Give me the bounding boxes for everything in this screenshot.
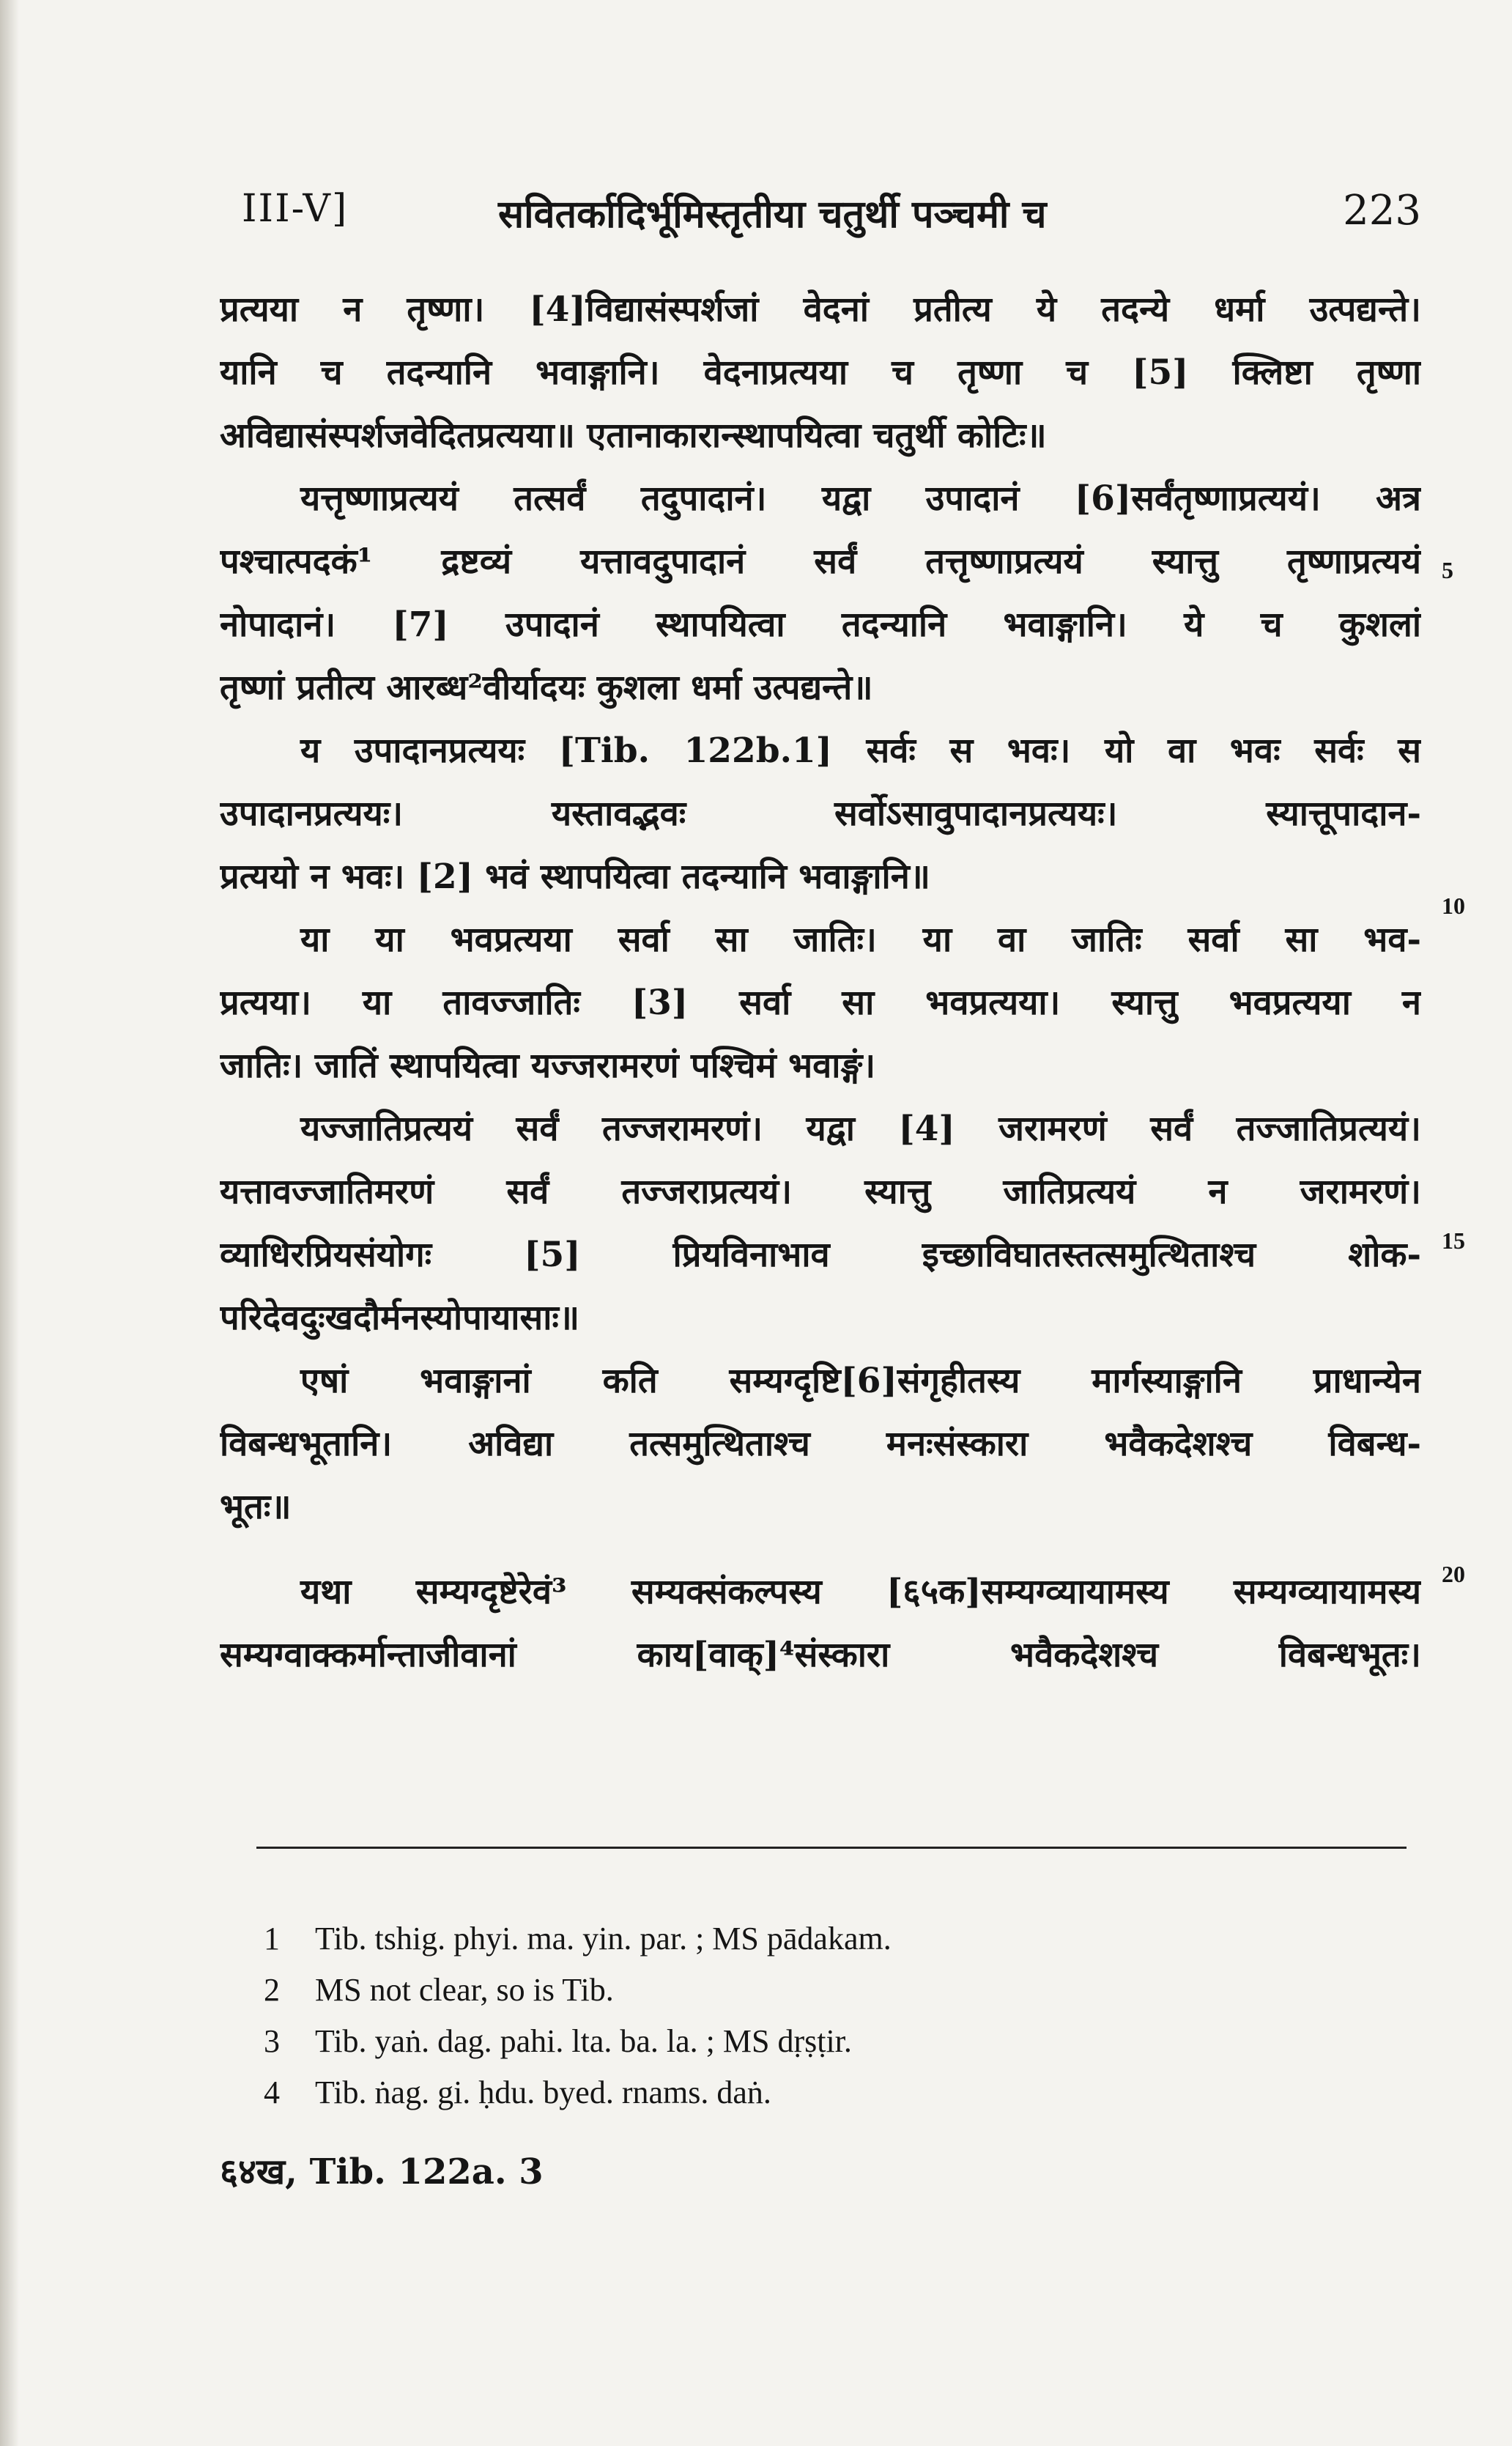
- footnote-text: Tib. yaṅ. dag. pahi. lta. ba. la. ; MS dṛṣṭir.: [315, 2023, 852, 2059]
- footnote-number: 2: [264, 1972, 280, 2008]
- text-line: या या भवप्रत्यया सर्वा सा जातिः। या वा जातिः सर्वा सा भव-: [300, 920, 1421, 960]
- footnote-number: 3: [264, 2023, 280, 2059]
- text-line: परिदेवदुःखदौर्मनस्योपायासाः॥: [220, 1298, 580, 1338]
- line-number: 10: [1442, 893, 1465, 919]
- text-line: जातिः। जातिं स्थापयित्वा यज्जरामरणं पश्चिमं भवाङ्गं।: [220, 1046, 876, 1086]
- line-number: 15: [1442, 1227, 1465, 1254]
- text-line: तृष्णां प्रतीत्य आरब्ध²वीर्यादयः कुशला धर्मा उत्पद्यन्ते॥: [220, 668, 873, 708]
- text-line: यज्जातिप्रत्ययं सर्वं तज्जरामरणं। यद्वा [4] जरामरणं सर्वं तज्जातिप्रत्ययं।: [300, 1109, 1421, 1149]
- footnote-divider: [256, 1847, 1407, 1849]
- text-line: भूतः॥: [220, 1487, 292, 1527]
- text-line: य उपादानप्रत्ययः [Tib. 122b.1] सर्वः स भवः। यो वा भवः सर्वः स: [300, 731, 1421, 771]
- section-range: III-V]: [242, 187, 349, 231]
- text-line: प्रत्ययो न भवः। [2] भवं स्थापयित्वा तदन्यानि भवाङ्गानि॥: [220, 857, 930, 897]
- text-line: व्याधिरप्रियसंयोगः [5] प्रियविनाभाव इच्छाविघातस्तत्समुत्थिताश्च शोक-: [220, 1235, 1421, 1275]
- text-line: यत्तृष्णाप्रत्ययं तत्सर्वं तदुपादानं। यद्वा उपादानं [6]सर्वंतृष्णाप्रत्ययं। अत्र: [300, 479, 1421, 519]
- text-line: प्रत्यया न तृष्णा। [4]विद्यासंस्पर्शजां वेदनां प्रतीत्य ये तदन्ये धर्मा उत्पद्यन्ते।: [220, 289, 1421, 330]
- footnote: [264, 2022, 852, 2060]
- text-line: पश्चात्पदकं¹ द्रष्टव्यं यत्तावदुपादानं सर्वं तत्तृष्णाप्रत्ययं स्यात्तु तृष्णाप्रत्ययं: [220, 542, 1421, 582]
- chapter-title: सवितर्कादिर्भूमिस्तृतीया चतुर्थी पञ्चमी च: [498, 192, 1047, 237]
- line-number: 20: [1442, 1561, 1465, 1587]
- footnote-number: 4: [264, 2074, 280, 2110]
- footnote: [264, 2074, 771, 2111]
- text-line: प्रत्यया। या तावज्जातिः [3] सर्वा सा भवप्रत्यया। स्यात्तु भवप्रत्यया न: [220, 983, 1421, 1023]
- footnote-text: MS not clear, so is Tib.: [315, 1972, 614, 2008]
- text-line: नोपादानं। [7] उपादानं स्थापयित्वा तदन्यानि भवाङ्गानि। ये च कुशलां: [220, 605, 1421, 645]
- text-line: सम्यग्वाक्कर्मान्ताजीवानां काय[वाक्]⁴संस्कारा भवैकदेशश्च विबन्धभूतः।: [220, 1635, 1421, 1675]
- text-line: उपादानप्रत्ययः। यस्तावद्भवः सर्वोऽसावुपादानप्रत्ययः। स्यात्तूपादान-: [220, 794, 1421, 834]
- folio-note: ६४ख, Tib. 122a. 3: [220, 2151, 544, 2192]
- text-line: यानि च तदन्यानि भवाङ्गानि। वेदनाप्रत्यया च तृष्णा च [5] क्लिष्टा तृष्णा: [220, 352, 1421, 393]
- footnote: [264, 1920, 892, 1957]
- page-number: 223: [1343, 187, 1421, 234]
- text-line: यत्तावज्जातिमरणं सर्वं तज्जराप्रत्ययं। स्यात्तु जातिप्रत्ययं न जरामरणं।: [220, 1172, 1421, 1212]
- line-number: 5: [1442, 557, 1453, 583]
- page-gutter-shadow: [0, 0, 19, 2446]
- running-header: [242, 187, 1421, 253]
- footnote: [264, 1971, 614, 2009]
- text-line: अविद्यासंस्पर्शजवेदितप्रत्यया॥ एतानाकारान्स्थापयित्वा चतुर्थी कोटिः॥: [220, 415, 1047, 456]
- footnote-number: 1: [264, 1921, 280, 1957]
- text-line: विबन्धभूतानि। अविद्या तत्समुत्थिताश्च मनःसंस्कारा भवैकदेशश्च विबन्ध-: [220, 1424, 1421, 1464]
- text-line: एषां भवाङ्गानां कति सम्यग्दृष्टि[6]संगृहीतस्य मार्गस्याङ्गानि प्राधान्येन: [300, 1361, 1421, 1401]
- footnote-text: Tib. ṅag. gi. ḥdu. byed. rnams. daṅ.: [315, 2074, 771, 2110]
- footnote-text: Tib. tshig. phyi. ma. yin. par. ; MS pādakam.: [315, 1921, 892, 1957]
- text-line: यथा सम्यग्दृष्टेरेवं³ सम्यक्संकल्पस्य [६५क]सम्यग्व्यायामस्य सम्यग्व्यायामस्य: [300, 1572, 1421, 1612]
